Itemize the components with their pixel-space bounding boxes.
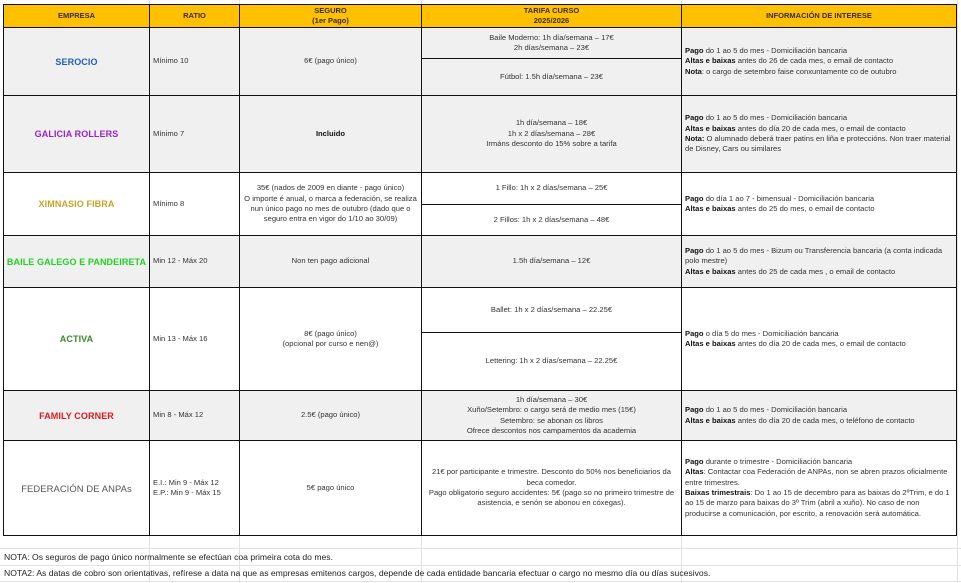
tarifa-cell-serocio-2[interactable] [421,58,682,96]
info-text [685,246,952,277]
ratio-value: Min 12 - Máx 20 [153,256,208,266]
info-line-text: : o cargo de setembro faise conxuntamente co de outubro [701,66,897,76]
ratio-value: Mínimo 7 [153,128,185,138]
tarifa-cell-federacion-de-anpas[interactable] [421,440,682,536]
tarifa-cell-family-corner[interactable] [421,390,682,441]
info-cell-ximnasio-fibra[interactable] [681,172,957,236]
empresa-cell-ximnasio-fibra[interactable] [3,172,150,236]
info-line-label: Altas e baixas [685,266,736,276]
seguro-cell-ximnasio-fibra[interactable] [239,172,422,236]
tarifa-value: Lettering: 1h x 2 días/semana – 22.25€ [485,356,618,366]
info-text [685,329,906,350]
company-name: FEDERACIÓN DE ANPAs [21,482,132,494]
tarifa-cell-ximnasio-fibra-2[interactable] [421,204,682,236]
empresa-cell-baile-galego-e-pandeireta[interactable] [3,235,150,288]
info-text [685,405,915,426]
info-line-label: Altas e baixas [685,339,736,348]
info-line-text: : Contactar coa Federación de ANPAs, non se abren prazos oficialmente entre trimestres. [685,467,948,487]
info-line [685,246,952,267]
info-line-text: antes do 25 de cada mes , o email de contacto [735,266,896,276]
ratio-cell-family-corner[interactable] [149,390,240,441]
ratio-cell-galicia-rollers[interactable] [149,95,240,173]
header-info-label: INFORMACIÓN DE INTERESE [766,11,872,20]
company-name: FAMILY CORNER [39,410,114,421]
company-name: BAILE GALEGO E PANDEIRETA [6,256,147,267]
header-seguro-label: SEGURO (1er Pago) [312,6,349,25]
info-line-text: do 1 ao 5 do mes - Domiciliación bancaria [703,405,848,415]
info-cell-family-corner[interactable] [681,390,957,441]
info-line-label: Baixas trimestrais [685,488,751,497]
info-line [685,67,896,77]
company-name: ACTIVA [59,334,94,344]
ratio-value: Mínimo 10 [153,56,189,66]
info-line [685,329,906,339]
ratio-value: Min 8 - Máx 12 [153,410,204,420]
tarifa-value: 1 Fillo: 1h x 2 días/semana – 25€ [495,183,608,193]
seguro-value: 5€ pago único [306,482,355,492]
info-line-text: do 1 ao 5 do mes - Bizum ou Transferencia bancaria (a conta indicada polo mestre) [685,245,943,266]
header-tarifa[interactable] [421,4,682,28]
info-line [685,457,952,467]
tarifa-cell-serocio-1[interactable] [421,27,682,59]
tarifa-cell-activa-1[interactable] [421,287,682,333]
tarifa-cell-ximnasio-fibra-1[interactable] [421,172,682,205]
tarifa-value: Baile Moderno: 1h día/semana – 17€ 2h días/semana – 23€ [489,32,614,52]
info-line-label: Pago [685,405,704,415]
seguro-value: 6€ (pago único) [304,56,357,66]
info-cell-serocio[interactable] [681,27,957,96]
ratio-value: Min 13 - Máx 16 [153,333,208,343]
tarifa-value: Ballet: 1h x 2 días/semana – 22.25€ [490,304,613,314]
empresa-cell-federacion-de-anpas[interactable] [3,440,150,536]
info-text [685,457,952,519]
info-line [685,339,906,349]
seguro-cell-activa[interactable] [239,287,422,391]
info-line-text: antes do día 20 de cada mes, o teléfono de contacto [735,415,915,425]
empresa-cell-family-corner[interactable] [3,390,150,441]
info-line-text: durante o trimestre - Domiciliación bancaria [703,456,853,466]
empresa-cell-galicia-rollers[interactable] [3,95,150,173]
tarifa-value: 1h día/semana – 30€ Xuño/Setembro: o cargo será de medio mes (15€) Setembro: se abonan os libros Ofrece descontos nos campamentos da academia [466,394,637,435]
info-line [685,204,875,214]
ratio-cell-serocio[interactable] [149,27,240,96]
info-text [685,194,875,215]
note-1: NOTA: Os seguros de pago único normalmente se efectúan coa primeira cota do mes. [4,552,333,562]
info-line-label: Altas [685,467,704,477]
tarifa-cell-activa-2[interactable] [421,332,682,391]
seguro-cell-serocio[interactable] [239,27,422,96]
seguro-value: 2.5€ (pago único) [300,410,361,420]
company-name: XIMNASIO FIBRA [38,199,115,209]
tarifa-value: 1.5h día/semana – 12€ [512,256,591,266]
info-line-label: Pago [685,328,704,338]
info-line-label: Nota [685,66,702,76]
info-line-text: antes do 25 do mes, o email de contacto [735,204,875,213]
info-line [685,267,952,277]
info-line [685,488,952,519]
header-tarifa-label: TARIFA CURSO 2025/2026 [523,6,580,25]
seguro-cell-federacion-de-anpas[interactable] [239,440,422,536]
seguro-value: Incluido [315,128,346,138]
company-name: SEROCIO [55,56,98,67]
info-line-label: Pago [685,456,704,466]
ratio-value: E.I.: Min 9 - Máx 12 E.P.: Min 9 - Máx 15 [153,477,221,497]
company-name: GALICIA ROLLERS [34,129,119,139]
info-text [685,46,896,77]
info-cell-activa[interactable] [681,287,957,391]
info-line [685,194,875,204]
info-line-text: do día 1 ao 7 - bimensual - Domiciliación bancaria [703,193,875,203]
info-line [685,134,952,155]
tarifa-value: 1h día/semana – 18€ 1h x 2 días/semana – 28€ Irmáns desconto do 15% sobre a tarifa [486,118,617,149]
info-line-text: antes do día 20 de cada mes, o email de contacto [735,123,906,133]
tarifa-cell-baile-galego-e-pandeireta[interactable] [421,235,682,288]
header-ratio-label: RATIO [183,11,206,20]
info-line-text: do 1 ao 5 do mes - Domiciliación bancaria [703,45,848,55]
header-empresa[interactable] [3,4,150,28]
info-line-text: antes do 26 de cada mes, o email de contacto [735,56,894,66]
ratio-cell-baile-galego-e-pandeireta[interactable] [149,235,240,288]
info-line-label: Pago [685,45,704,55]
header-ratio[interactable] [149,4,240,28]
info-line-text: antes do día 20 de cada mes, o email de contacto [735,339,906,348]
header-info[interactable] [681,4,957,28]
seguro-value: 8€ (pago único) (opcional por curso e nen@) [282,328,379,348]
ratio-value: Mínimo 8 [153,198,185,208]
empresa-cell-serocio[interactable] [3,27,150,96]
info-text [685,113,952,155]
seguro-value: 35€ (nados de 2009 en diante - pago único) O importe é anual, o marca a federación, se realiza nun único pago no mes de outubro (dado que o seguro entra en vigor do 1/10 ao 30/09) [244,183,417,224]
info-line-text: do 1 ao 5 do mes - Domiciliación bancaria [703,113,848,123]
tarifa-value: 2 Fillos: 1h x 2 días/semana – 48€ [493,214,610,224]
info-line [685,124,952,134]
ratio-cell-ximnasio-fibra[interactable] [149,172,240,236]
seguro-value: Non ten pago adicional [291,256,370,266]
info-cell-baile-galego-e-pandeireta[interactable] [681,235,957,288]
info-line [685,467,952,488]
info-line-text: : Do 1 ao 15 de decembro para as baixas do 2ºTrim, e do 1 ao 15 de marzo para baixas do 3º Trim (abril a xuño). No caso de non producirse a comunicación, por escrito, a renovación será automática. [685,488,950,518]
tarifa-value: 21€ por participante e trimestre. Desconto do 50% nos beneficiarios da beca comedor. Pago obligatorio seguro accidentes: 5€ (pago so no primeiro trimestre de asistencia, e senón se abonou en cóxegas). [428,467,675,508]
seguro-cell-baile-galego-e-pandeireta[interactable] [239,235,422,288]
info-line-label: Nota: [685,134,705,143]
note-2: NOTA2: As datas de cobro son orientativas, refírese a data na que as empresas emitenos cargos, depende de cada entidade bancaria efectuar o cargo no mesmo día ou días sucesivos. [4,568,711,578]
info-line-label: Altas e baixas [685,204,736,213]
info-line-text: O alumnado deberá traer patins en liña e proteccións. Non traer material de Disney, Cars ou similares [685,134,951,154]
empresa-cell-activa[interactable] [3,287,150,391]
header-empresa-label: EMPRESA [57,11,96,20]
info-line-label: Altas e baixas [685,56,736,66]
seguro-cell-family-corner[interactable] [239,390,422,441]
info-line [685,416,915,426]
header-seguro[interactable] [239,4,422,28]
info-line-text: o día 5 do mes - Domiciliación bancaria [703,328,839,338]
info-line-label: Altas e baixas [685,415,736,425]
tarifa-cell-galicia-rollers[interactable] [421,95,682,173]
tarifa-value: Fútbol: 1.5h día/semana – 23€ [499,71,603,81]
info-line [685,46,896,56]
info-line [685,405,915,415]
info-line-label: Pago [685,245,704,255]
info-cell-federacion-de-anpas[interactable] [681,440,957,536]
ratio-cell-activa[interactable] [149,287,240,391]
ratio-cell-federacion-de-anpas[interactable] [149,440,240,536]
info-line-label: Pago [685,193,704,203]
info-line-label: Pago [685,113,704,123]
info-cell-galicia-rollers[interactable] [681,95,957,173]
info-line-label: Altas e baixas [685,123,736,133]
seguro-cell-galicia-rollers[interactable] [239,95,422,173]
info-line [685,113,952,123]
info-line [685,56,896,66]
